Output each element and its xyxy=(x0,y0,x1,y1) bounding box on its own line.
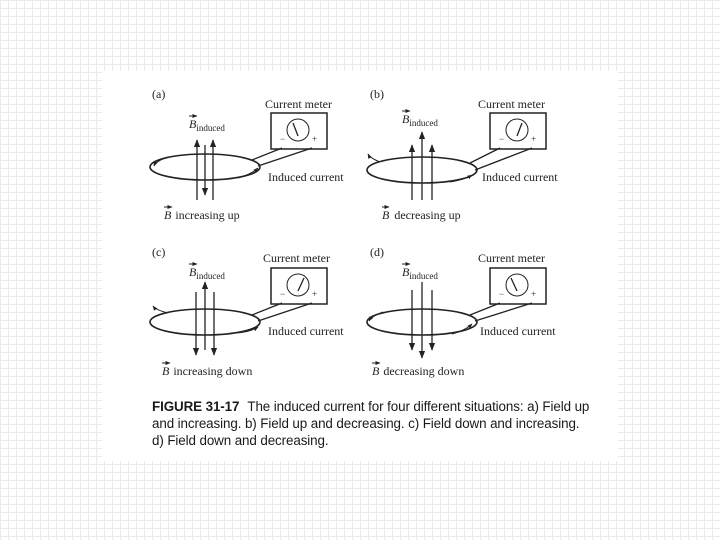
panel-b-letter: (b) xyxy=(370,87,384,101)
svg-text:−: − xyxy=(499,134,505,144)
svg-text:+: + xyxy=(531,134,537,144)
panel-c-b-induced-label: $B_{induced}$ xyxy=(189,265,225,281)
panel-b-b-induced-label: $B_{induced}$ xyxy=(402,112,438,128)
panel-b xyxy=(367,87,558,222)
current-label: Induced current xyxy=(482,170,558,184)
panel-c-letter: (c) xyxy=(152,245,166,259)
current-label: Induced current xyxy=(268,170,344,184)
svg-text:+: + xyxy=(531,289,537,299)
meter-label: Current meter xyxy=(478,97,545,111)
current-label: Induced current xyxy=(480,324,556,338)
field-label: B increasing down xyxy=(162,364,253,378)
field-label: B decreasing down xyxy=(372,364,465,378)
figure-caption xyxy=(152,398,592,449)
svg-text:+: + xyxy=(312,289,318,299)
panel-d-letter: (d) xyxy=(370,245,384,259)
svg-text:−: − xyxy=(280,134,286,144)
panel-a-letter: (a) xyxy=(152,87,166,101)
meter-leads xyxy=(470,303,532,321)
current-arrow xyxy=(153,306,168,313)
svg-text:+: + xyxy=(312,134,318,144)
current-meter xyxy=(478,97,546,149)
current-meter xyxy=(478,251,546,304)
meter-label: Current meter xyxy=(478,251,545,265)
meter-leads xyxy=(470,148,532,170)
panel-a-b-induced-label: $B_{induced}$ xyxy=(189,117,225,133)
meter-label: Current meter xyxy=(265,97,332,111)
current-arrow xyxy=(368,154,380,162)
meter-leads xyxy=(252,148,312,166)
panel-d-b-induced-label: $B_{induced}$ xyxy=(402,265,438,281)
meter-leads xyxy=(252,303,312,321)
svg-text:−: − xyxy=(280,289,286,299)
current-label: Induced current xyxy=(268,324,344,338)
caption-text: The induced current for four different situations: a) Field up and increasing. b) Field up and decreasing. c) Field down and increasing. d) Field down and decreasing. xyxy=(152,399,590,448)
current-meter xyxy=(265,97,332,149)
field-label: B decreasing up xyxy=(382,208,461,222)
field-label: B increasing up xyxy=(164,208,240,222)
meter-label: Current meter xyxy=(263,251,330,265)
svg-text:−: − xyxy=(499,289,505,299)
panel-c xyxy=(150,245,344,378)
panel-a xyxy=(150,87,344,222)
figure-number: FIGURE 31-17 xyxy=(152,399,240,414)
current-meter xyxy=(263,251,330,304)
panel-d xyxy=(367,245,556,378)
